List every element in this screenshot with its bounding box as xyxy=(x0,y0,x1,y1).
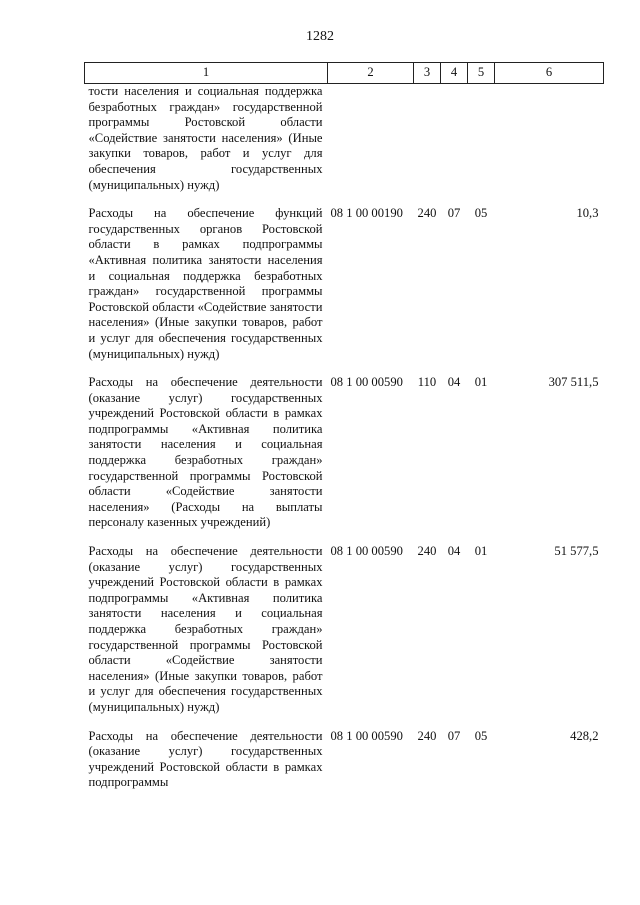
column-header: 5 xyxy=(468,63,495,84)
column-header: 2 xyxy=(328,63,414,84)
row-section: 07 xyxy=(447,206,461,221)
table-row xyxy=(85,729,604,791)
row-description: Расходы на обеспечение деятельности (оказание услуг) государственных учреждений Ростовской области в рамках подпрограммы «Активная политика занятости населения и социальная поддержка безработных граждан» государственной программы Ростовской области «Содействие занятости населения» (Иные закупки товаров, работ и услуг для обеспечения государственных (муниципальных) нужд) xyxy=(88,544,323,714)
row-code: 08 1 00 00590 xyxy=(330,544,403,559)
row-subsection xyxy=(468,84,495,194)
table-header-row xyxy=(85,63,604,84)
row-subsection: 05 xyxy=(474,728,488,743)
row-expense-type: 240 xyxy=(417,728,437,743)
budget-table xyxy=(84,62,604,791)
row-expense-type: 240 xyxy=(417,544,437,559)
row-section: 04 xyxy=(447,375,461,390)
row-expense-type: 110 xyxy=(417,375,437,390)
row-subsection: 01 xyxy=(474,375,488,390)
row-code xyxy=(328,84,414,194)
row-spacer xyxy=(85,531,604,544)
row-description: Расходы на обеспечение деятельности (оказание услуг) государственных учреждений Ростовской области в рамках подпрограммы xyxy=(88,728,323,790)
row-subsection: 01 xyxy=(474,544,488,559)
column-header: 1 xyxy=(85,63,328,84)
row-amount: 51 577,5 xyxy=(554,544,599,559)
row-section: 07 xyxy=(447,728,461,743)
row-description: Расходы на обеспечение функций государственных органов Ростовской области в рамках подпрограммы «Активная политика занятости населения и социальная поддержка безработных граждан» государственной программы Ростовской области «Содействие занятости населения» (Иные закупки товаров, работ и услуг для обеспечения государственных (муниципальных) нужд) xyxy=(88,206,323,361)
table-row xyxy=(85,84,604,194)
row-section: 04 xyxy=(447,544,461,559)
column-header: 3 xyxy=(414,63,441,84)
row-spacer xyxy=(85,193,604,206)
column-header: 4 xyxy=(441,63,468,84)
row-amount: 428,2 xyxy=(570,728,599,743)
column-header: 6 xyxy=(495,63,604,84)
table-row xyxy=(85,206,604,362)
row-amount: 307 511,5 xyxy=(548,375,599,390)
row-description: тости населения и социальная поддержка безработных граждан» государственной программы Ростовской области «Содействие занятости населения» (Иные закупки товаров, работ и услуг для обеспечения государственных (муниципальных) нужд) xyxy=(88,84,323,192)
row-expense-type xyxy=(414,84,441,194)
row-expense-type: 240 xyxy=(417,206,437,221)
page-number: 1282 xyxy=(306,29,334,44)
table-row xyxy=(85,375,604,531)
row-code: 08 1 00 00590 xyxy=(330,728,403,743)
row-amount: 10,3 xyxy=(576,206,599,221)
table-row xyxy=(85,544,604,716)
row-subsection: 05 xyxy=(474,206,488,221)
row-code: 08 1 00 00190 xyxy=(330,206,403,221)
row-spacer xyxy=(85,362,604,375)
row-amount xyxy=(495,84,604,194)
row-code: 08 1 00 00590 xyxy=(330,375,403,390)
row-section xyxy=(441,84,468,194)
row-description: Расходы на обеспечение деятельности (оказание услуг) государственных учреждений Ростовской области в рамках подпрограммы «Активная политика занятости населения и социальная поддержка безработных граждан» государственной программы Ростовской области «Содействие занятости населения» (Расходы на выплаты персоналу казенных учреждений) xyxy=(88,375,323,530)
row-spacer xyxy=(85,716,604,729)
